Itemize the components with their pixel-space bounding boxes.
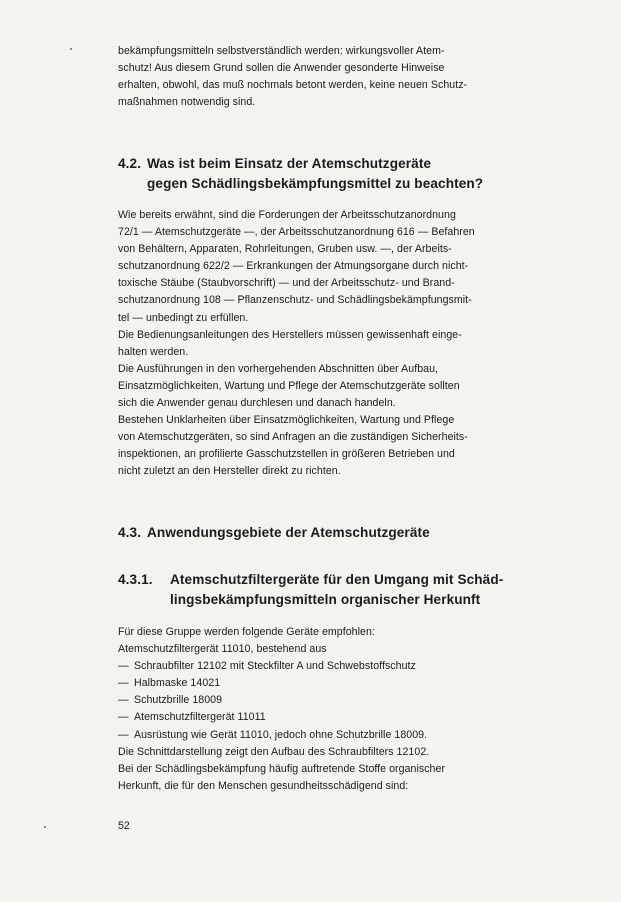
section-heading-4-3-1 (118, 570, 503, 610)
text-line: erhalten, obwohl, das muß nochmals betont werden, keine neuen Schutz- (118, 79, 468, 92)
heading-line: Atemschutzfiltergeräte für den Umgang mit Schäd- (170, 572, 504, 587)
text-line: Die Bedienungsanleitungen des Herstellers müssen gewissenhaft einge- (118, 328, 462, 341)
list-item-text: Schraubfilter 12102 mit Steckfilter A und Schwebstoffschutz (134, 660, 416, 673)
text-line: 72/1 — Atemschutzgeräte —, der Arbeitsschutzanordnung 616 — Befahren (118, 226, 475, 239)
dash-marker: — (118, 660, 129, 673)
text-line: bekämpfungsmitteln selbstverständlich werden: wirkungsvoller Atem- (118, 45, 445, 57)
list-item (118, 692, 570, 709)
dash-marker: — (118, 694, 129, 707)
dash-marker: — (118, 677, 129, 690)
section-heading-4-3 (118, 523, 430, 543)
text-line: tel — unbedingt zu erfüllen. (118, 311, 249, 324)
text-line: toxische Stäube (Staubvorschrift) — und der Arbeitsschutz- und Brand- (118, 277, 455, 290)
heading-line: gegen Schädlingsbekämpfungsmittel zu beachten? (147, 176, 484, 191)
list-item (118, 727, 570, 744)
intro-paragraph (118, 43, 570, 111)
text-line: nicht zuletzt an den Hersteller direkt zu richten. (118, 465, 341, 478)
text-line: schutzanordnung 108 — Pflanzenschutz- und Schädlingsbekämpfungsmit- (118, 294, 472, 307)
heading-line: Anwendungsgebiete der Atemschutzgeräte (147, 525, 430, 540)
body-paragraph-4-2 (118, 207, 570, 481)
text-line: Herkunft, die für den Menschen gesundheitsschädigend sind: (118, 779, 409, 792)
list-item (118, 675, 570, 692)
text-line: halten werden. (118, 345, 189, 358)
text-line: Die Ausführungen in den vorhergehenden Abschnitten über Aufbau, (118, 362, 439, 375)
page-number: 52 (118, 820, 130, 832)
text-line: Bei der Schädlingsbekämpfung häufig auftretende Stoffe organischer (118, 762, 446, 775)
list-item-text: Halbmaske 14021 (134, 677, 221, 690)
scan-speck (70, 48, 72, 50)
list-item-text: Schutzbrille 18009 (134, 694, 223, 707)
text-line: Atemschutzfiltergerät 11010, bestehend aus (118, 643, 327, 656)
section-number: 4.3. (118, 525, 142, 540)
list-item-text: Ausrüstung wie Gerät 11010, jedoch ohne Schutzbrille 18009. (134, 728, 428, 741)
list-item (118, 709, 570, 726)
heading-line: lingsbekämpfungsmitteln organischer Herkunft (170, 592, 481, 607)
text-line: sich die Anwender genau durchlesen und danach handeln. (118, 397, 396, 410)
list-item-text: Atemschutzfiltergerät 11011 (134, 711, 266, 724)
text-line: Für diese Gruppe werden folgende Geräte empfohlen: (118, 626, 375, 638)
section-number: 4.2. (118, 156, 142, 171)
text-line: von Behältern, Apparaten, Rohrleitungen, Gruben usw. —, der Arbeits- (118, 243, 452, 256)
text-line: maßnahmen notwendig sind. (118, 96, 256, 109)
dash-marker: — (118, 728, 129, 741)
list-item (118, 658, 570, 675)
text-line: schutzanordnung 622/2 — Erkrankungen der Atmungsorgane durch nicht- (118, 260, 469, 273)
scan-speck (44, 826, 46, 828)
text-line: Bestehen Unklarheiten über Einsatzmöglichkeiten, Wartung und Pflege (118, 414, 455, 427)
text-line: Die Schnittdarstellung zeigt den Aufbau des Schraubfilters 12102. (118, 745, 430, 758)
heading-line: Was ist beim Einsatz der Atemschutzgeräte (147, 156, 432, 171)
text-line: inspektionen, an profilierte Gasschutzstellen in größeren Betrieben und (118, 448, 455, 461)
text-line: schutz! Aus diesem Grund sollen die Anwender gesonderte Hinweise (118, 62, 445, 75)
text-line: Einsatzmöglichkeiten, Wartung und Pflege der Atemschutzgeräte sollten (118, 379, 460, 392)
section-number: 4.3.1. (118, 572, 153, 587)
body-paragraph-4-3-1 (118, 624, 570, 795)
text-line: von Atemschutzgeräten, so sind Anfragen an die zuständigen Sicherheits- (118, 431, 468, 444)
section-heading-4-2 (118, 154, 483, 194)
dash-marker: — (118, 711, 129, 724)
text-line: Wie bereits erwähnt, sind die Forderungen der Arbeitsschutzanordnung (118, 209, 456, 221)
